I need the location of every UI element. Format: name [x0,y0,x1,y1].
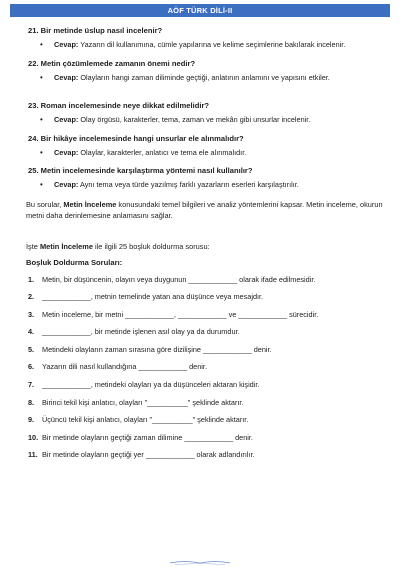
question: 21. Bir metinde üslup nasıl incelenir? [28,26,163,35]
intro-pre: İşte [26,241,40,251]
answer-text: Aynı tema veya türde yazılmış farklı yazarların eserleri karşılaştırılır. [78,180,299,189]
bullet-icon: • [40,115,43,124]
summary-post: konusundaki temel bilgileri ve analiz yöntemlerini kapsar. Metin inceleme, okurun metni daha derinlemesine anlamasını sağlar. [26,199,383,220]
answer-text: Olayların hangi zaman diliminde geçtiği, anlatının anlamını ve yapısını etkiler. [78,72,330,82]
answer-label: Cevap: [54,147,79,157]
qa-block [28,101,390,126]
list-item [28,345,390,363]
item-text: ____________, bir metinde işlenen asıl olay ya da durumdur. [42,327,240,337]
header-title: AÖF TÜRK DİLİ-II [10,4,390,17]
intro-bold: Metin İnceleme [39,241,93,251]
fill-title: Boşluk Doldurma Soruları: [26,257,123,267]
answer-text: Yazarın dil kullanımına, cümle yapılarına ve kelime seçimlerine bakılarak incelenir. [78,40,346,49]
summary-bold: Metin İnceleme [63,199,117,209]
list-item [28,310,390,328]
answer [28,180,390,191]
bullet-icon: • [40,40,43,49]
list-item [28,433,390,451]
list-item [28,275,390,293]
answer [28,73,390,84]
bullet-icon: • [40,72,43,82]
item-number: 6. [28,362,35,372]
bullet-icon: • [40,180,43,189]
item-number: 5. [28,344,35,354]
answer-label: Cevap: [54,72,79,82]
item-text: ____________, metindeki olayları ya da düşünceleri aktaran kişidir. [42,380,260,390]
question: 24. Bir hikâye incelemesinde hangi unsurlar ele alınmalıdır? [28,133,244,143]
answer [28,148,390,159]
answer-label: Cevap: [54,115,79,124]
question: 25. Metin incelemesinde karşılaştırma yöntemi nasıl kullanılır? [28,166,253,175]
item-text: Metin, bir düşüncenin, olayın veya duygunun ____________ olarak ifade edilmesidir. [42,274,316,284]
answer-label: Cevap: [54,180,79,189]
list-item [28,362,390,380]
item-text: Üçüncü tekil kişi anlatıcı, olayları "__________" şeklinde aktarır. [42,415,249,425]
summary-pre: Bu sorular, [26,199,64,209]
item-text: Bir metinde olayların geçtiği zaman dilimine ____________ denir. [42,432,253,442]
qa-block [28,166,390,191]
qa-block [28,134,390,159]
item-number: 2. [28,292,35,302]
summary-paragraph [26,199,390,221]
document-body [28,26,390,468]
item-number: 9. [28,415,35,425]
list-item [28,398,390,416]
item-number: 8. [28,397,35,407]
item-text: Yazarın dili nasıl kullandığına ____________ denir. [42,362,207,372]
intro-post: ile ilgili 25 boşluk doldurma sorusu: [92,241,210,251]
list-item [28,415,390,433]
item-number: 3. [28,309,35,319]
qa-block [28,26,390,51]
bullet-icon: • [40,147,43,157]
item-text: Bir metinde olayların geçtiği yer ____________ olarak adlandırılır. [42,450,255,460]
list-item [28,327,390,345]
list-item [28,292,390,310]
question: 22. Metin çözümlemede zamanın önemi nedir? [28,58,196,68]
intro-paragraph [26,241,390,252]
fill-list [28,275,390,469]
answer [28,40,390,51]
item-number: 4. [28,327,35,337]
item-number: 10. [28,432,39,442]
list-item [28,450,390,468]
answer-label: Cevap: [54,40,79,49]
item-text: Birinci tekil kişi anlatıcı, olayları "__________" şeklinde aktarır. [42,397,244,407]
question: 23. Roman incelemesinde neye dikkat edilmelidir? [28,101,210,110]
item-text: Metin inceleme, bir metni ____________, ____________ ve ____________ sürecidir. [42,309,319,319]
list-item [28,380,390,398]
item-number: 7. [28,380,35,390]
item-number: 11. [28,450,38,460]
footer-ornament-icon [150,558,250,568]
item-number: 1. [28,274,35,284]
answer-text: Olay örgüsü, karakterler, tema, zaman ve mekân gibi unsurlar incelenir. [78,115,311,124]
item-text: Metindeki olayların zaman sırasına göre dizilişine ____________ denir. [42,344,272,354]
item-text: ____________, metnin temelinde yatan ana düşünce veya mesajdır. [42,292,264,302]
qa-block [28,59,390,84]
answer [28,115,390,126]
answer-text: Olaylar, karakterler, anlatıcı ve tema ele alınmalıdır. [78,147,247,157]
